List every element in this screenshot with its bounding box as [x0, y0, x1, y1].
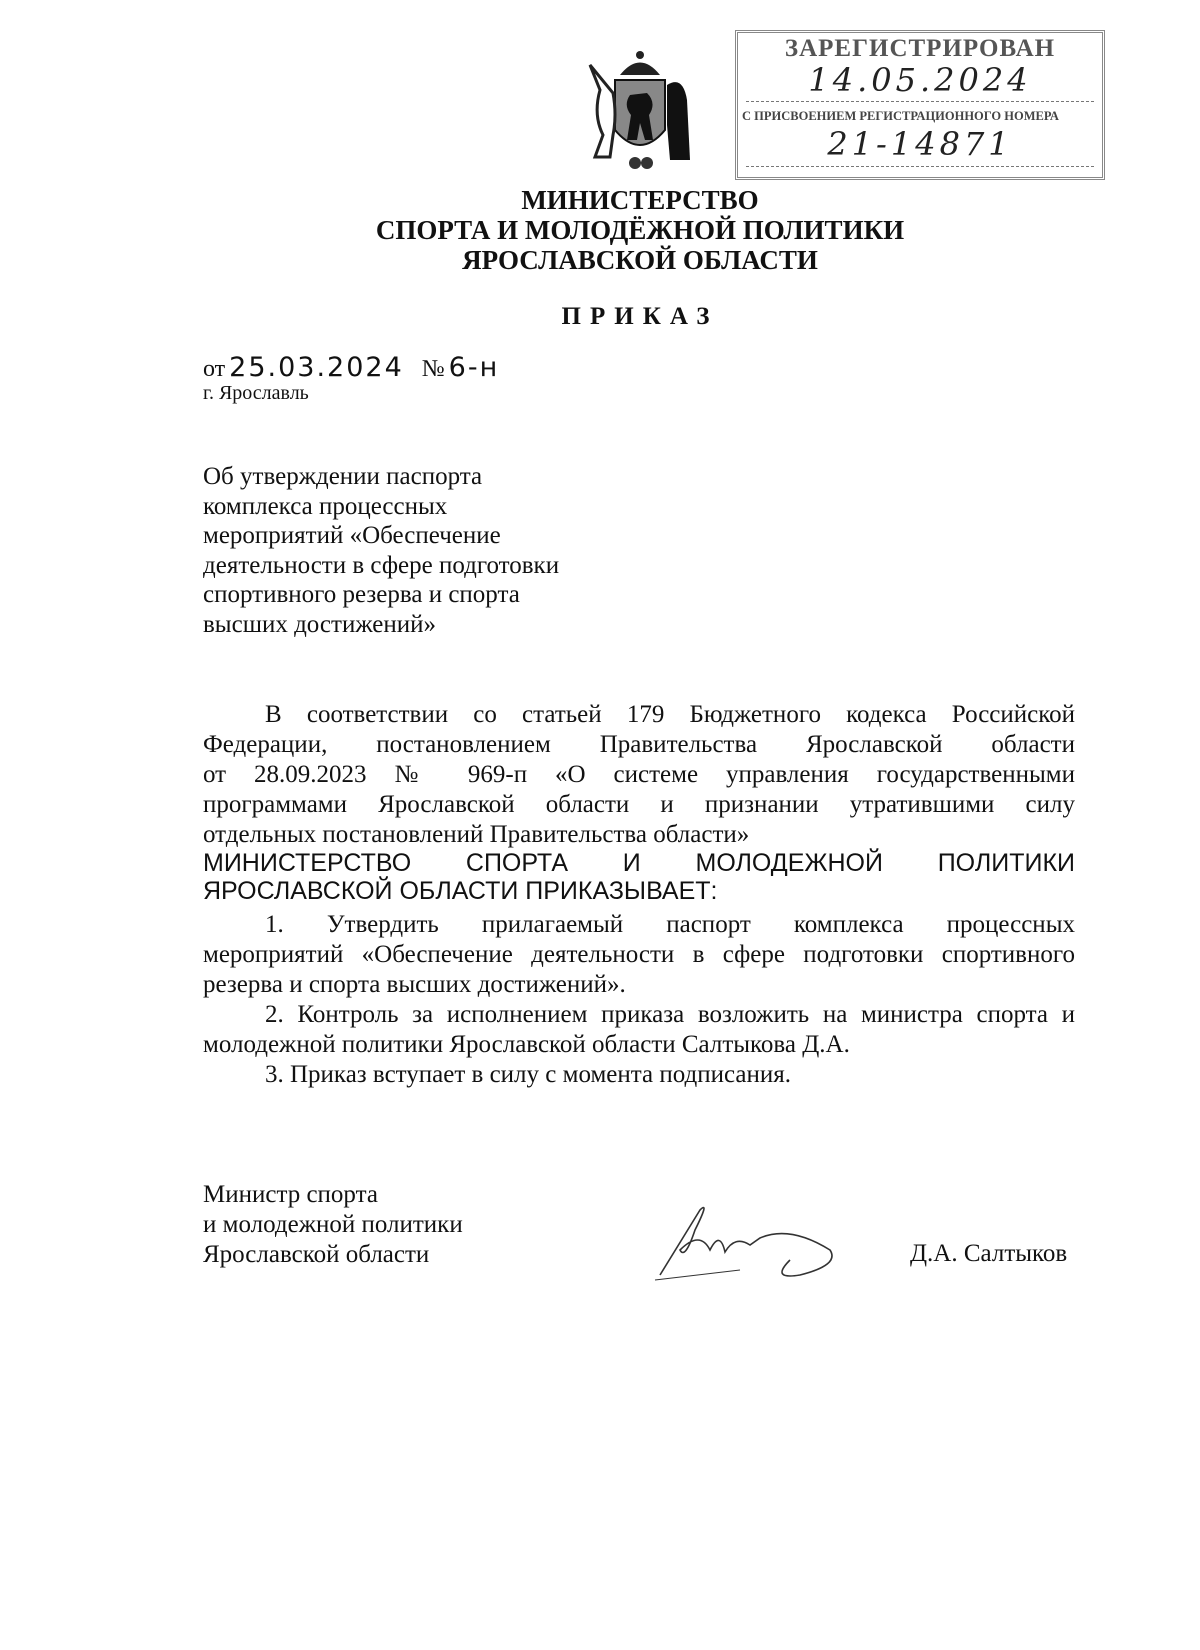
- order-subject: [203, 462, 559, 639]
- ministry-title-line3: ЯРОСЛАВСКОЙ ОБЛАСТИ: [462, 245, 818, 275]
- position-line: Ярославской области: [203, 1241, 430, 1268]
- body-line: мероприятий «Обеспечение деятельности в сфере подготовки спортивного: [203, 941, 1075, 968]
- signatory-position: [203, 1180, 463, 1270]
- document-type: ПРИКАЗ: [561, 303, 719, 330]
- coat-of-arms-emblem: [575, 45, 705, 175]
- subject-line: спортивного резерва и спорта: [203, 581, 520, 608]
- ministry-title-line1: МИНИСТЕРСТВО: [521, 185, 759, 215]
- body-line: отдельных постановлений Правительства области»: [203, 821, 750, 848]
- subject-line: деятельности в сфере подготовки: [203, 551, 560, 579]
- body-line: 2. Контроль за исполнением приказа возложить на министра спорта и: [265, 1001, 1075, 1028]
- body-line: ЯРОСЛАВСКОЙ ОБЛАСТИ ПРИКАЗЫВАЕТ:: [203, 877, 718, 905]
- body-line: молодежной политики Ярославской области Салтыкова Д.А.: [203, 1031, 850, 1058]
- stamp-title: ЗАРЕГИСТРИРОВАН: [784, 35, 1056, 62]
- order-number: 6-н: [448, 352, 500, 383]
- body-line: В соответствии со статьей 179 Бюджетного кодекса Российской: [265, 701, 1075, 728]
- body-line: от 28.09.2023 № 969-п «О системе управления государственными: [203, 761, 1075, 788]
- signatory-name: Д.А. Салтыков: [910, 1240, 1068, 1267]
- order-date: 25.03.2024: [229, 352, 404, 383]
- order-date-line: [203, 352, 499, 383]
- body-line: 1. Утвердить прилагаемый паспорт комплекса процессных: [265, 911, 1075, 938]
- city: г. Ярославль: [203, 382, 309, 404]
- body-line: 3. Приказ вступает в силу с момента подписания.: [265, 1061, 791, 1088]
- ministry-title-line2: СПОРТА И МОЛОДЁЖНОЙ ПОЛИТИКИ: [375, 215, 905, 245]
- subject-line: высших достижений»: [203, 610, 436, 638]
- stamp-date: 14.05.2024: [808, 61, 1032, 99]
- number-prefix: №: [421, 356, 445, 382]
- stamp-label: С ПРИСВОЕНИЕМ РЕГИСТРАЦИОННОГО НОМЕРА: [742, 109, 1059, 123]
- stamp-number: 21-14871: [827, 125, 1013, 163]
- subject-line: мероприятий «Обеспечение: [203, 522, 501, 549]
- body-line: МИНИСТЕРСТВО СПОРТА И МОЛОДЕЖНОЙ ПОЛИТИКИ: [203, 849, 1075, 877]
- position-line: и молодежной политики: [203, 1211, 463, 1238]
- body-line: программами Ярославской области и признании утратившими силу: [203, 791, 1075, 818]
- registration-stamp: [735, 30, 1105, 180]
- subject-line: комплекса процессных: [203, 492, 448, 520]
- position-line: Министр спорта: [203, 1181, 378, 1208]
- body-line: Федерации, постановлением Правительства Ярославской области: [203, 731, 1075, 758]
- date-prefix: от: [203, 356, 226, 382]
- body-line: резерва и спорта высших достижений».: [203, 971, 626, 998]
- subject-line: Об утверждении паспорта: [203, 463, 483, 490]
- handwritten-signature: [640, 1190, 870, 1290]
